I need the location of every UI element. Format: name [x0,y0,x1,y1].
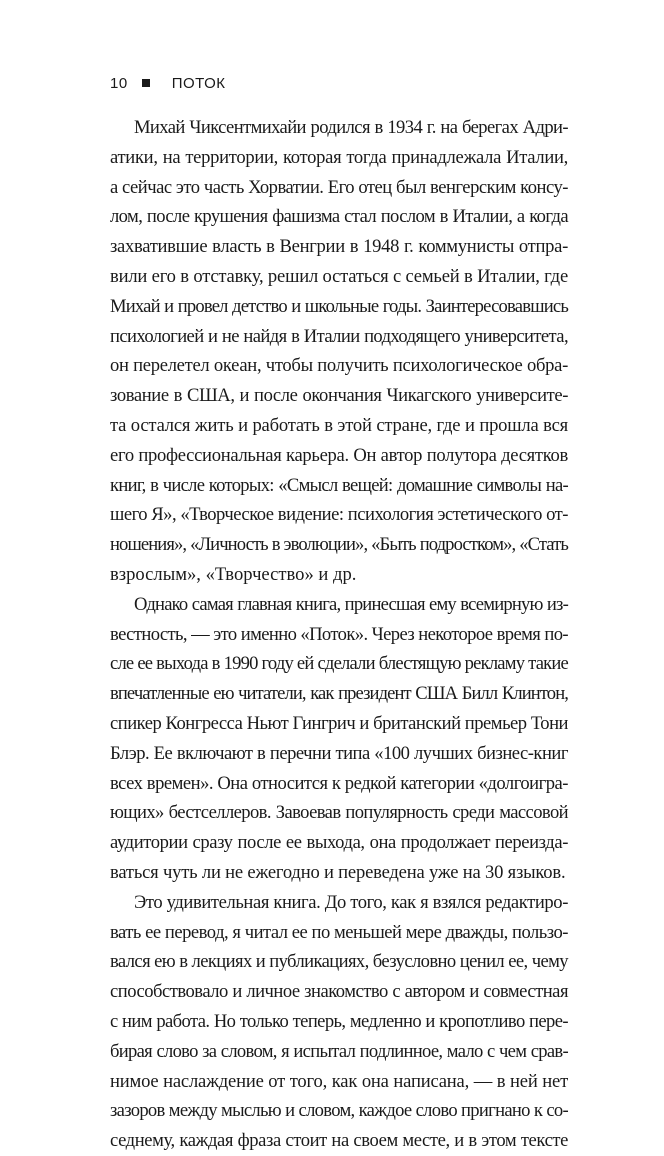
body-text [110,113,568,1156]
paragraph [110,590,568,888]
text-line: сле ее выхода в 1990 году ей сделали блестящую рекламу такие [110,653,568,675]
text-line: ющих» бестселлеров. Завоевав популярность среди массовой [110,802,568,824]
text-line: вили его в отставку, решил остаться с семьей в Италии, где [110,265,568,287]
text-line: Однако самая главная книга, принесшая ему всемирную из- [134,593,568,615]
text-line: ношения», «Личность в эволюции», «Быть подростком», «Стать [110,534,568,556]
text-line: ваться чуть ли не ежегодно и переведена уже на 30 языков. [110,861,566,883]
text-line: седнему, каждая фраза стоит на своем месте, и в этом тексте [110,1130,568,1152]
text-line: психологией и не найдя в Италии подходящего университета, [110,325,568,347]
text-line: захватившие власть в Венгрии в 1948 г. коммунисты отпра- [110,236,568,258]
paragraph [110,888,568,1156]
text-line: зазоров между мыслью и словом, каждое слово пригнано к со- [110,1100,568,1122]
text-line: Это удивительная книга. До того, как я взялся редактиро- [134,891,568,913]
text-line: та остался жить и работать в этой стране, где и прошла вся [110,414,568,436]
text-line: вался ею в лекциях и публикациях, безусловно ценил ее, чему [110,951,568,973]
text-line: вестность, — это именно «Поток». Через некоторое время по- [110,623,568,645]
text-line: с ним работа. Но только теперь, медленно и кропотливо пере- [110,1010,568,1032]
page-number: 10 [110,74,128,92]
text-line: а сейчас это часть Хорватии. Его отец был венгерским консу- [110,176,568,198]
text-line: нимое наслаждение от того, как она написана, — в ней нет [110,1070,568,1092]
square-bullet-icon [142,79,150,87]
text-line: Михай Чиксентмихайи родился в 1934 г. на берегах Адри- [134,117,568,138]
section-title: ПОТОК [171,74,226,92]
text-line: зование в США, и после окончания Чикагского университе- [110,385,568,407]
text-line: атики, на территории, которая тогда принадлежала Италии, [110,146,568,168]
text-line: лом, после крушения фашизма стал послом в Италии, а когда [110,206,568,228]
text-line: всех времен». Она относится к редкой категории «долгоигра- [110,772,568,794]
text-line: вать ее перевод, я читал ее по меньшей мере дважды, пользо- [110,921,568,943]
text-line: аудитории сразу после ее выхода, она продолжает переизда- [110,832,568,854]
running-head [110,72,226,94]
paragraph [110,113,568,590]
text-line: бирая слово за словом, я испытал подлинное, мало с чем срав- [110,1040,568,1062]
text-line: Михай и провел детство и школьные годы. Заинтересовавшись [110,295,568,317]
text-line: Блэр. Ее включают в перечни типа «100 лучших бизнес-книг [110,742,568,764]
text-line: книг, в числе которых: «Смысл вещей: домашние символы на- [110,474,568,496]
text-line: впечатленные ею читатели, как президент США Билл Клинтон, [110,683,568,705]
text-line: спикер Конгресса Ньют Гингрич и британский премьер Тони [110,712,568,734]
text-line: способствовало и личное знакомство с автором и совместная [110,981,568,1003]
text-line: шего Я», «Творческое видение: психология эстетического от- [110,504,568,526]
text-line: взрослым», «Творчество» и др. [110,563,357,585]
text-line: его профессиональная карьера. Он автор полутора десятков [110,444,568,466]
text-line: он перелетел океан, чтобы получить психологическое обра- [110,355,568,377]
